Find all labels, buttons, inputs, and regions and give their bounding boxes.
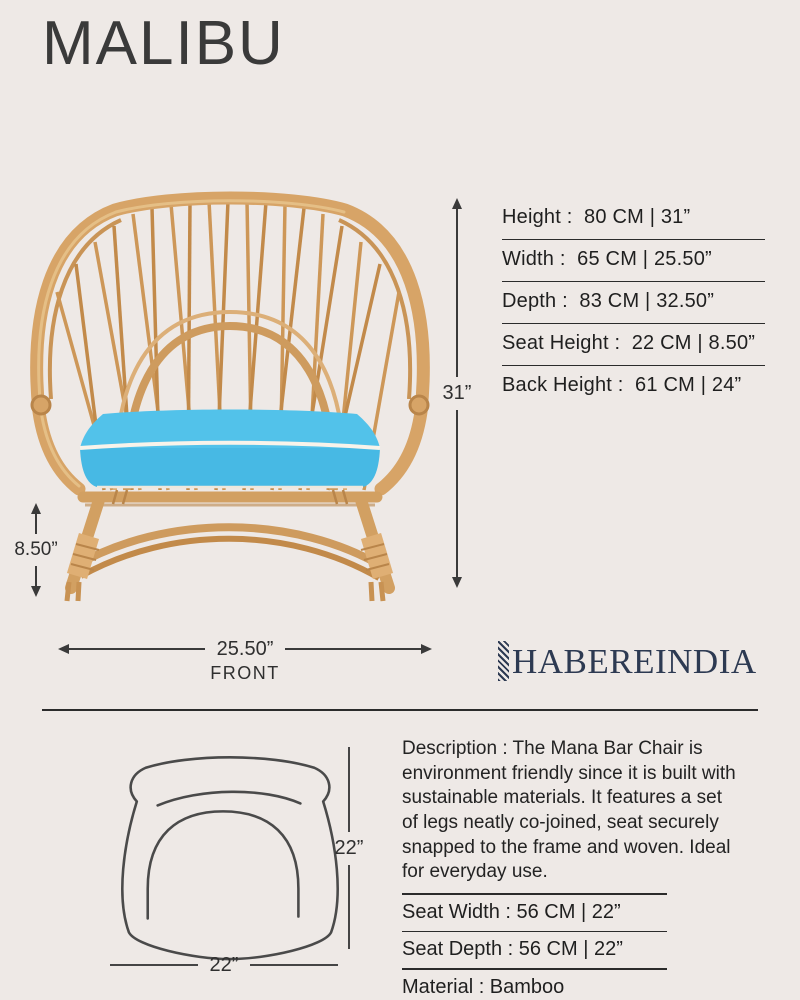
- arrow-down-icon: [31, 586, 41, 597]
- front-width-dimension: [58, 638, 432, 684]
- spec-row-depth: Depth : 83 CM | 32.50”: [502, 282, 765, 324]
- arrow-left-icon: [58, 644, 69, 654]
- front-view-caption: FRONT: [210, 663, 280, 683]
- top-view-depth-dimension: [326, 747, 372, 949]
- chair-photo: [25, 183, 435, 605]
- arrow-up-icon: [31, 503, 41, 514]
- detail-row-seat-width: Seat Width : 56 CM | 22”: [402, 900, 621, 923]
- detail-row-material: Material : Bamboo: [402, 975, 565, 998]
- chair-top-view-sketch: [105, 740, 355, 968]
- spec-table: [502, 198, 765, 407]
- front-width-dimension-label: 25.50”: [216, 637, 274, 660]
- spec-row-height: Height : 80 CM | 31”: [502, 198, 765, 240]
- arrow-down-icon: [452, 577, 462, 588]
- product-description: Description : The Mana Bar Chair is environment friendly since it is built with sustainable materials. It features a set of legs neatly co-joined, seat securely snapped to the frame and woven. Ideal for everyday use.: [402, 738, 741, 883]
- seat-cushion: [80, 410, 380, 488]
- logo-hatch-icon: [498, 641, 509, 681]
- spec-row-width: Width : 65 CM | 25.50”: [502, 240, 765, 282]
- spec-row-seat-height: Seat Height : 22 CM | 8.50”: [502, 324, 765, 366]
- top-view-width-label: 22”: [209, 953, 239, 976]
- arrow-right-icon: [421, 644, 432, 654]
- top-view-width-dimension: [110, 951, 338, 979]
- detail-row-seat-depth: Seat Depth : 56 CM | 22”: [402, 938, 623, 961]
- height-dimension: [434, 198, 480, 588]
- product-title: MALIBU: [42, 9, 285, 78]
- spec-row-back-height: Back Height : 61 CM | 24”: [502, 374, 742, 396]
- height-dimension-label: 31”: [442, 381, 472, 404]
- brand-logo: [498, 642, 757, 682]
- top-view-depth-label: 22”: [334, 836, 364, 859]
- details-section: [402, 737, 742, 1000]
- seat-height-dimension: [8, 503, 64, 597]
- brand-name: HABEREINDIA: [512, 642, 757, 681]
- section-divider: [42, 709, 758, 711]
- seat-height-dimension-label: 8.50”: [14, 539, 58, 560]
- arrow-up-icon: [452, 198, 462, 209]
